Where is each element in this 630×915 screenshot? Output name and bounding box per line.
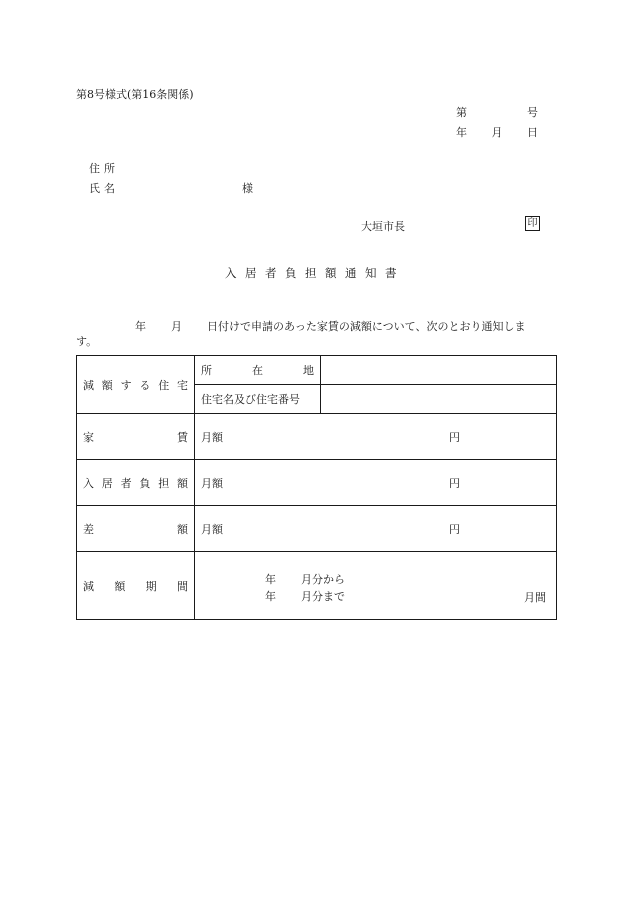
location-label-cell — [195, 356, 321, 385]
reduction-table — [76, 355, 557, 620]
label-char: 居 — [101, 476, 113, 490]
label-char: 家 — [83, 430, 94, 444]
burden-label — [83, 475, 188, 491]
label-char: 所 — [201, 364, 212, 377]
period-from-text: 月分から — [301, 572, 345, 586]
housing-label-cell — [77, 356, 195, 414]
housing-name-value-cell — [321, 385, 557, 414]
label-char: 間 — [176, 579, 188, 593]
intro-text: 日付けで申請のあった家賃の減額について、次のとおり通知しま — [207, 320, 526, 333]
housing-label — [83, 377, 188, 393]
period-months-label: 月間 — [524, 590, 546, 604]
table-row — [77, 552, 557, 620]
rent-monthly-label: 月額 — [201, 430, 223, 444]
table-row — [77, 460, 557, 506]
intro-month: 月 — [171, 320, 182, 333]
document-number — [456, 104, 538, 120]
issuer-title: 大垣市長 — [361, 220, 405, 233]
recipient-name-label: 氏名 — [89, 182, 119, 195]
document-date-year: 年 — [456, 126, 467, 139]
label-char: 差 — [83, 522, 94, 536]
table-row — [77, 506, 557, 552]
label-char: 入 — [83, 476, 94, 490]
label-char: 減 — [83, 579, 94, 593]
seal-mark: 印 — [525, 216, 540, 231]
rent-value-cell — [195, 414, 557, 460]
label-char: 賃 — [177, 430, 188, 444]
difference-value-cell — [195, 506, 557, 552]
intro-line-1 — [135, 318, 525, 334]
housing-name-label-cell — [195, 385, 321, 414]
burden-label-cell — [77, 460, 195, 506]
intro-line-2: す。 — [76, 335, 98, 348]
label-char: 住 — [158, 378, 170, 392]
recipient-address-label: 住所 — [89, 162, 119, 175]
burden-value-cell — [195, 460, 557, 506]
burden-yen-label: 円 — [449, 476, 460, 490]
period-from-year: 年 — [265, 572, 276, 586]
intro-year: 年 — [135, 320, 146, 333]
label-char: 担 — [158, 476, 170, 490]
difference-label-cell — [77, 506, 195, 552]
period-from — [265, 571, 345, 587]
document-date-day: 日 — [527, 126, 538, 139]
label-char: 額 — [176, 476, 188, 490]
label-char: 負 — [139, 476, 151, 490]
label-char: 額 — [177, 522, 188, 536]
label-char: 期 — [145, 579, 157, 593]
table-row — [77, 414, 557, 460]
difference-yen-label: 円 — [449, 522, 460, 536]
period-label — [83, 578, 188, 594]
period-to — [265, 588, 345, 604]
document-title: 入居者負担額通知書 — [225, 266, 405, 280]
label-char: 減 — [83, 378, 94, 392]
recipient-honorific: 様 — [242, 182, 253, 195]
rent-yen-label: 円 — [449, 430, 460, 444]
rent-label-cell — [77, 414, 195, 460]
label-char: 在 — [252, 364, 263, 377]
label-char: す — [120, 378, 132, 392]
period-value-cell — [195, 552, 557, 620]
difference-monthly-label: 月額 — [201, 522, 223, 536]
housing-name-label: 住宅名及び住宅番号 — [201, 393, 300, 406]
location-value-cell — [321, 356, 557, 385]
table-row — [77, 356, 557, 385]
label-char: 地 — [303, 364, 314, 377]
difference-label — [83, 521, 188, 537]
document-number-prefix: 第 — [456, 106, 467, 119]
period-to-text: 月分まで — [301, 589, 345, 603]
label-char: 者 — [120, 476, 132, 490]
period-to-year: 年 — [265, 589, 276, 603]
label-char: 額 — [114, 579, 126, 593]
document-number-suffix: 号 — [527, 106, 538, 119]
label-char: 宅 — [176, 378, 188, 392]
rent-label — [83, 429, 188, 445]
label-char: 額 — [101, 378, 113, 392]
label-char: る — [139, 378, 151, 392]
document-date — [456, 124, 538, 140]
document-date-month: 月 — [491, 126, 503, 139]
burden-monthly-label: 月額 — [201, 476, 223, 490]
period-label-cell — [77, 552, 195, 620]
form-number: 第8号様式(第16条関係) — [76, 88, 194, 101]
location-label — [201, 362, 314, 378]
